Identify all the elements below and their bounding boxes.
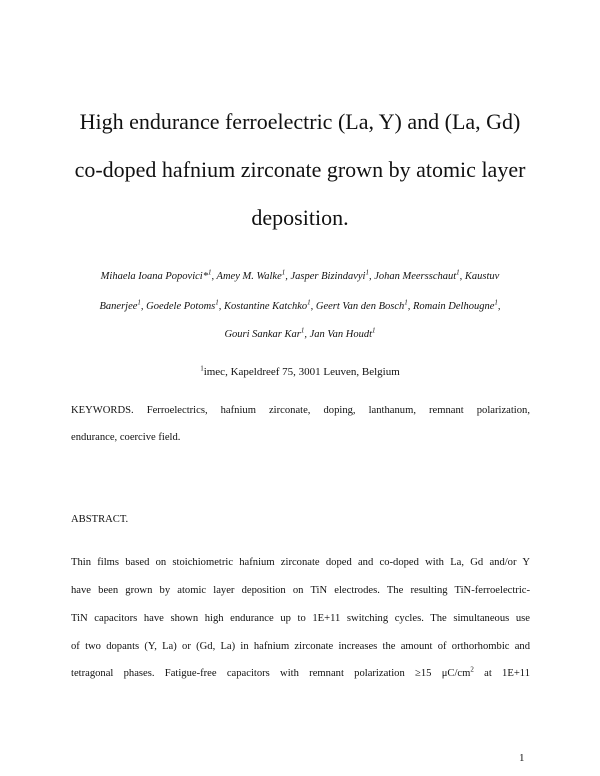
author-separator: , [218,301,225,312]
author-name: Johan Meersschaut [374,271,457,282]
keywords-line-2: endurance, coercive field. [71,432,181,443]
author-affiliation-mark: 1 [494,298,498,307]
authors-line-1 [0,270,600,284]
abstract-line-2: have been grown by atomic layer deposition on TiN electrodes. The resulting TiN-ferroelectric- [71,585,530,596]
title-line-2: co-doped hafnium zirconate grown by atomic layer [74,157,526,182]
superscript: 2 [470,665,474,674]
author-affiliation-mark: 1 [307,298,311,307]
abstract-heading: ABSTRACT. [71,514,129,525]
author-affiliation-mark: 1 [456,268,460,277]
author-affiliation-mark: 1 [215,298,219,307]
author-separator: , [140,301,147,312]
author-affiliation-mark: 1 [300,326,305,335]
author-name: Jasper Bizindavyi [290,271,366,282]
abstract-line-5-tail: at 1E+11 [473,668,531,679]
author-name: Amey M. Walke [216,271,282,282]
abstract-line-4: of two dopants (Y, La) or (Gd, La) in hafnium zirconate increases the amount of orthorhombic and [71,641,530,652]
author-name: Kostantine Katchko [224,301,308,312]
title-line-3: deposition. [251,205,349,230]
abstract-line-5-text: tetragonal phases. Fatigue-free capacitors with remnant polarization ≥15 μC/cm [71,668,471,679]
author-name: Jan Van Houdt [309,329,373,340]
abstract-line-3: TiN capacitors have shown high endurance up to 1E+11 switching cycles. The simultaneous use [71,613,530,624]
author-separator: , [285,271,291,282]
author-name: Mihaela Ioana Popovici* [100,271,208,282]
author-name: Geert Van den Bosch [315,301,405,312]
author-affiliation-mark: 1 [137,298,141,307]
author-name: Banerjee [99,301,138,312]
page-number: 1 [519,752,525,764]
author-name: Goedele Potoms [146,301,216,312]
author-separator: , [211,271,217,282]
authors-line-3 [0,328,600,342]
title-line-1: High endurance ferroelectric (La, Y) and (La, Gd) [79,109,521,134]
author-affiliation-mark: 1 [372,326,376,335]
author-affiliation-mark: 1 [207,268,212,277]
author-separator: , [304,329,310,340]
author-name: Kaustuv [464,271,500,282]
author-separator: , [459,271,465,282]
abstract-line-5 [71,667,530,681]
author-affiliation-mark: 1 [365,268,369,277]
author-separator: , [368,271,375,282]
author-separator: , [407,301,413,312]
author-affiliation-mark: 1 [404,298,408,307]
authors-line-2 [0,300,600,314]
author-name: Gouri Sankar Kar [224,329,301,340]
affiliation-mark: 1 [200,364,204,373]
author-affiliation-mark: 1 [281,268,286,277]
abstract-line-1: Thin films based on stoichiometric hafnium zirconate doped and co-doped with La, Gd and/or Y [71,557,530,568]
author-separator: , [310,301,316,312]
keywords-line-1: KEYWORDS. Ferroelectrics, hafnium zirconate, doping, lanthanum, remnant polarization, [71,405,530,416]
affiliation [0,365,600,379]
author-separator: , [497,301,501,312]
affiliation-text: imec, Kapeldreef 75, 3001 Leuven, Belgium [203,366,400,378]
author-name: Romain Delhougne [413,301,495,312]
